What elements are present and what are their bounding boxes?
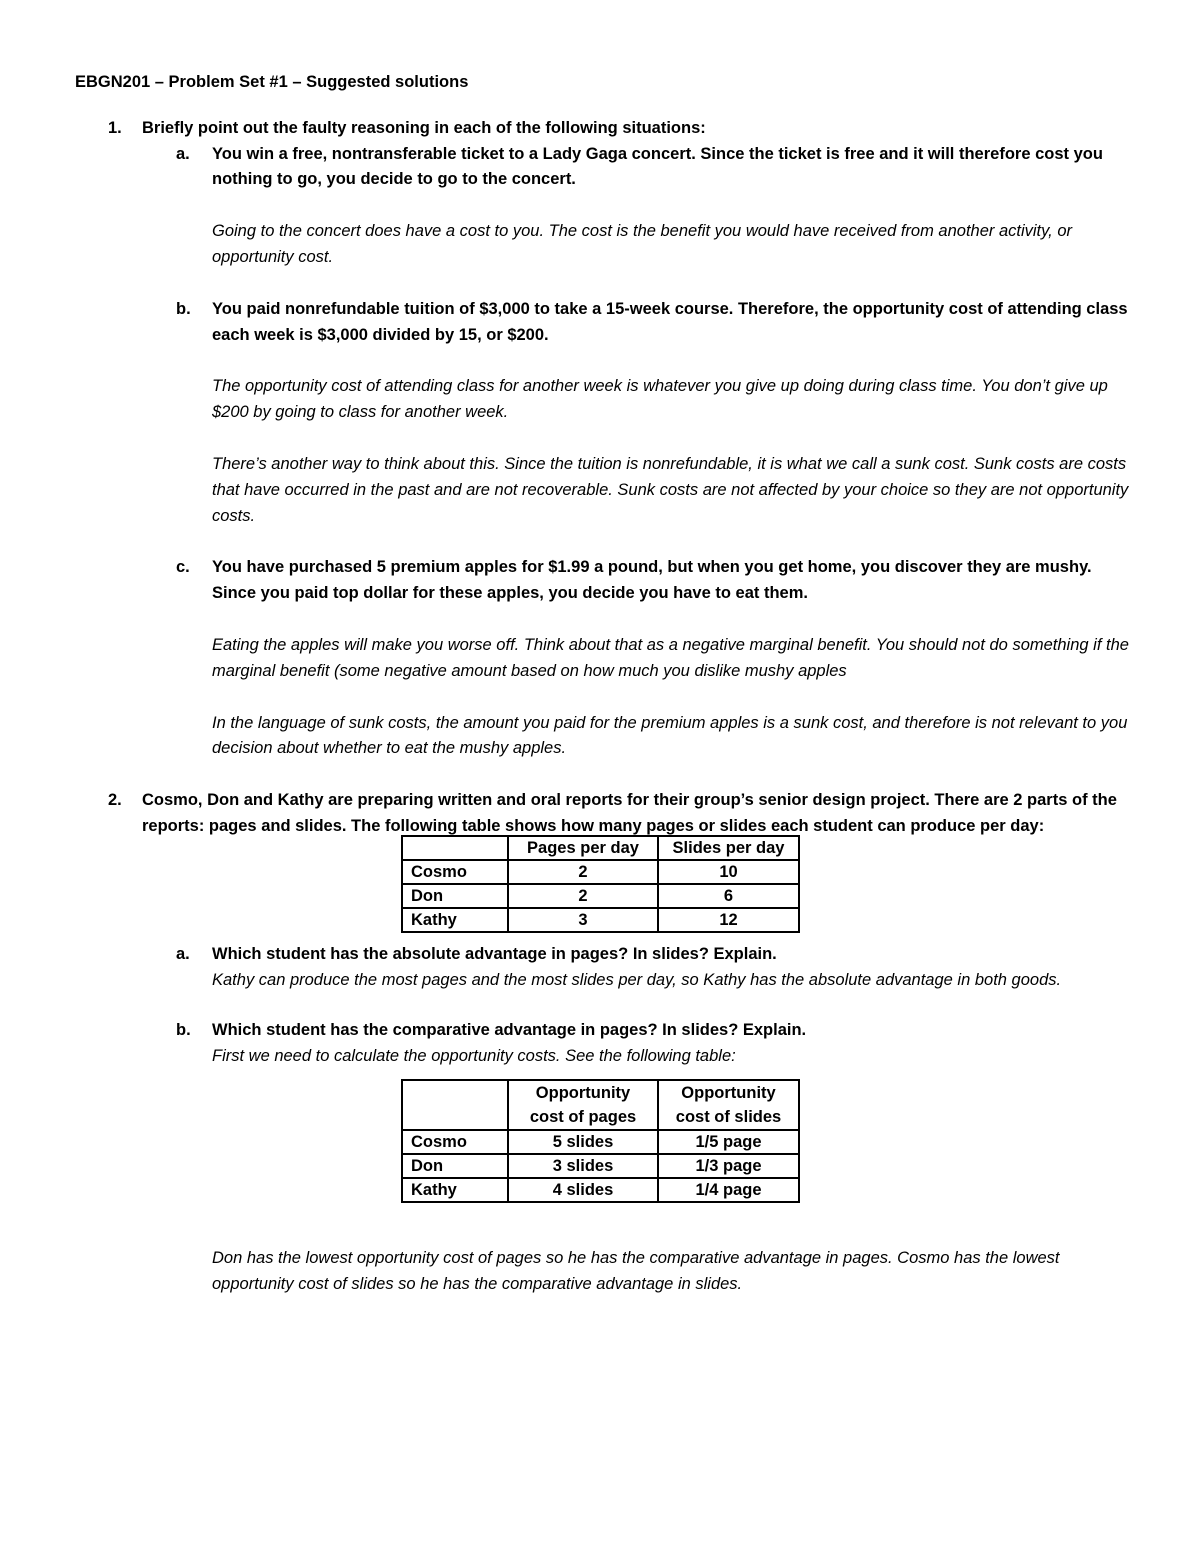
answer-1c-part1: Eating the apples will make you worse off. Think about that as a negative marginal benefit. You should not do something if the marginal benefit (some negative amount based on how much you dislike mushy apples xyxy=(212,635,1129,680)
table-cell: Kathy xyxy=(402,908,508,932)
table-cell: 2 xyxy=(508,884,658,908)
table-header-cell: Pages per day xyxy=(508,836,658,860)
header-line: cost of slides xyxy=(675,1108,782,1126)
answer-2b: Don has the lowest opportunity cost of pages so he has the comparative advantage in pages. Cosmo has the lowest opportunity cost of slides so he has the comparative advantage in slides. xyxy=(212,1248,1060,1293)
question-2-number: 2. xyxy=(108,791,122,810)
answer-2a: Kathy can produce the most pages and the most slides per day, so Kathy has the absolute advantage in both goods. xyxy=(212,970,1062,989)
question-1b xyxy=(176,297,1135,530)
question-2b-text: Which student has the comparative advantage in pages? In slides? Explain. xyxy=(212,1021,807,1040)
question-1-prompt: Briefly point out the faulty reasoning in each of the following situations: xyxy=(142,118,706,137)
table-row xyxy=(402,1178,799,1202)
table-cell: 3 xyxy=(508,908,658,932)
answer-2b-intro: First we need to calculate the opportunity costs. See the following table: xyxy=(212,1047,736,1066)
question-1 xyxy=(108,116,1135,142)
answer-1b-part1: The opportunity cost of attending class for another week is whatever you give up doing during class time. You don’t give up $200 by going to class for another week. xyxy=(212,377,1108,422)
table-cell: 12 xyxy=(658,908,799,932)
question-1c-letter: c. xyxy=(176,558,190,577)
table-cell: 1/3 page xyxy=(658,1154,799,1178)
question-2 xyxy=(108,788,1135,840)
table-row xyxy=(402,1154,799,1178)
table-row xyxy=(402,884,799,908)
question-1c-text: You have purchased 5 premium apples for $1.99 a pound, but when you get home, you discover they are mushy. Since you paid top dollar for these apples, you decide you have to eat them. xyxy=(212,558,1092,603)
question-2a-text: Which student has the absolute advantage in pages? In slides? Explain. xyxy=(212,944,777,963)
header-line: cost of pages xyxy=(529,1108,637,1126)
question-1c xyxy=(176,555,1135,762)
table-cell: 2 xyxy=(508,860,658,884)
question-2a xyxy=(176,942,1135,994)
table-header-cell xyxy=(508,1080,658,1130)
table-row xyxy=(402,1130,799,1154)
table-cell: 6 xyxy=(658,884,799,908)
table-cell: Cosmo xyxy=(402,860,508,884)
question-1a-text: You win a free, nontransferable ticket to a Lady Gaga concert. Since the ticket is free and it will therefore cost you nothing to go, you decide to go to the concert. xyxy=(212,144,1103,189)
answer-1c-part2: In the language of sunk costs, the amount you paid for the premium apples is a sunk cost, and therefore is not relevant to you decision about whether to eat the mushy apples. xyxy=(212,713,1128,758)
table-cell: Cosmo xyxy=(402,1130,508,1154)
question-2b-letter: b. xyxy=(176,1021,191,1040)
table-header-row xyxy=(402,836,799,860)
table-row xyxy=(402,908,799,932)
question-1b-letter: b. xyxy=(176,299,191,318)
table-cell: Don xyxy=(402,1154,508,1178)
production-table xyxy=(401,835,800,933)
table-cell: 1/5 page xyxy=(658,1130,799,1154)
document-title: EBGN201 – Problem Set #1 – Suggested solutions xyxy=(75,73,469,91)
question-1a xyxy=(176,142,1135,271)
header-line: Opportunity xyxy=(535,1084,631,1102)
table-cell: 10 xyxy=(658,860,799,884)
table-cell: 4 slides xyxy=(508,1178,658,1202)
question-1-number: 1. xyxy=(108,118,122,137)
table-header-cell xyxy=(402,1080,508,1130)
answer-1b-part2: There’s another way to think about this. Since the tuition is nonrefundable, it is what we call a sunk cost. Sunk costs are costs that have occurred in the past and are not recoverable. Sunk costs are not affected by your choice so they are not opportunity costs. xyxy=(212,454,1129,525)
table-cell: 1/4 page xyxy=(658,1178,799,1202)
table-header-cell: Slides per day xyxy=(658,836,799,860)
question-2a-letter: a. xyxy=(176,944,190,963)
table-cell: 3 slides xyxy=(508,1154,658,1178)
question-1a-letter: a. xyxy=(176,144,190,163)
table-row xyxy=(402,860,799,884)
table-header-row xyxy=(402,1080,799,1130)
question-1b-text: You paid nonrefundable tuition of $3,000 to take a 15-week course. Therefore, the opportunity cost of attending class each week is $3,000 divided by 15, or $200. xyxy=(212,299,1128,344)
answer-1a: Going to the concert does have a cost to you. The cost is the benefit you would have received from another activity, or opportunity cost. xyxy=(212,222,1072,266)
table-header-cell xyxy=(658,1080,799,1130)
table-header-cell xyxy=(402,836,508,860)
table-cell: Don xyxy=(402,884,508,908)
table-cell: Kathy xyxy=(402,1178,508,1202)
opportunity-cost-table xyxy=(401,1079,800,1203)
header-line: Opportunity xyxy=(681,1084,776,1102)
table-cell: 5 slides xyxy=(508,1130,658,1154)
question-2-prompt: Cosmo, Don and Kathy are preparing written and oral reports for their group’s senior design project. There are 2 parts of the reports: pages and slides. The following table shows how many pages or slides each student can produce per day: xyxy=(142,791,1117,835)
